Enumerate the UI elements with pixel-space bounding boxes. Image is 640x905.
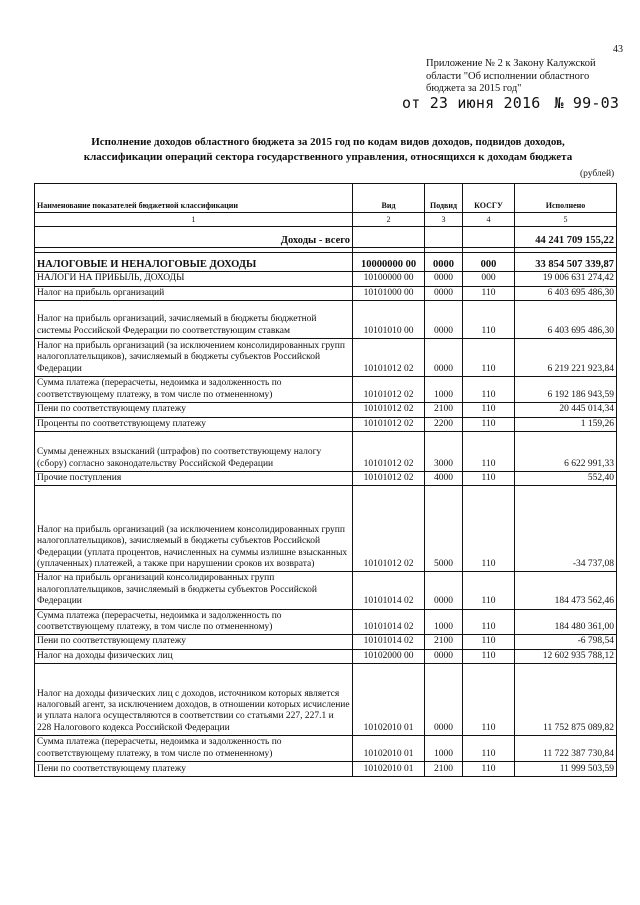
- table-row: [35, 762, 617, 777]
- col-number: 5: [515, 213, 617, 227]
- row-vid: 10100000 00: [353, 272, 425, 286]
- col-header-podvid: Подвид: [425, 184, 463, 213]
- row-amount: 6 403 695 486,30: [515, 301, 617, 339]
- row-amount: 6 192 186 943,59: [515, 377, 617, 403]
- row-amount: 11 752 875 089,82: [515, 664, 617, 736]
- row-kosgu: 110: [463, 286, 515, 300]
- law-stamp: [402, 94, 619, 112]
- total-amount: 44 241 709 155,22: [515, 227, 617, 248]
- row-name: Налог на прибыль организаций консолидированных групп налогоплательщиков, зачисляемый в бюджеты субъектов Российской Федерации: [35, 572, 353, 609]
- row-vid: 10102010 01: [353, 762, 425, 777]
- table-row: [35, 736, 617, 762]
- row-name: НАЛОГОВЫЕ И НЕНАЛОГОВЫЕ ДОХОДЫ: [35, 253, 353, 272]
- row-podvid: 0000: [425, 253, 463, 272]
- row-kosgu: 110: [463, 609, 515, 635]
- col-number: 4: [463, 213, 515, 227]
- annex-line: бюджета за 2015 год": [426, 83, 522, 94]
- annex-line: области "Об исполнении областного: [426, 70, 590, 82]
- row-kosgu: 110: [463, 635, 515, 649]
- row-vid: 10101012 02: [353, 486, 425, 572]
- row-name: Налог на прибыль организаций (за исключением консолидированных групп налогоплательщиков), зачисляемый в бюджеты субъектов Российской Федерации (уплата процентов, начисленных на суммы излишне взысканных (уплаченных) платежей, а также при нарушении сроков их возврата): [35, 486, 353, 572]
- row-podvid: 0000: [425, 286, 463, 300]
- row-vid: 10101000 00: [353, 286, 425, 300]
- row-podvid: 0000: [425, 301, 463, 339]
- row-amount: 1 159,26: [515, 417, 617, 431]
- row-kosgu: 110: [463, 339, 515, 377]
- row-podvid: 2100: [425, 635, 463, 649]
- row-vid: 10101012 02: [353, 432, 425, 472]
- row-kosgu: 110: [463, 762, 515, 777]
- row-amount: 6 622 991,33: [515, 432, 617, 472]
- row-amount: 11 999 503,59: [515, 762, 617, 777]
- row-name: Сумма платежа (перерасчеты, недоимка и задолженность по соответствующему платежу, в том числе по отмененному): [35, 736, 353, 762]
- row-podvid: 0000: [425, 572, 463, 609]
- row-vid: 10101014 02: [353, 572, 425, 609]
- annex-note: [426, 58, 626, 96]
- row-kosgu: 110: [463, 432, 515, 472]
- table-row: [35, 572, 617, 609]
- row-podvid: 2100: [425, 762, 463, 777]
- row-vid: 10101012 02: [353, 417, 425, 431]
- row-name: Прочие поступления: [35, 472, 353, 486]
- table-row: [35, 472, 617, 486]
- col-header-kosgu: КОСГУ: [463, 184, 515, 213]
- row-amount: 184 480 361,00: [515, 609, 617, 635]
- row-kosgu: 110: [463, 572, 515, 609]
- row-kosgu: 000: [463, 253, 515, 272]
- document-title: [28, 135, 628, 165]
- row-podvid: 3000: [425, 432, 463, 472]
- row-kosgu: 110: [463, 649, 515, 663]
- row-amount: -6 798,54: [515, 635, 617, 649]
- row-amount: 19 006 631 274,42: [515, 272, 617, 286]
- row-vid: 10101012 02: [353, 403, 425, 417]
- row-name: Пени по соответствующему платежу: [35, 635, 353, 649]
- row-vid: 10101010 00: [353, 301, 425, 339]
- row-podvid: 0000: [425, 339, 463, 377]
- table-row: [35, 486, 617, 572]
- revenue-table: [34, 183, 617, 777]
- row-name: Пени по соответствующему платежу: [35, 403, 353, 417]
- table-row: [35, 432, 617, 472]
- row-podvid: 1000: [425, 736, 463, 762]
- table-header-row: [35, 184, 617, 213]
- row-name: Налог на прибыль организаций (за исключением консолидированных групп налогоплательщиков), зачисляемый в бюджеты субъектов Российской Федерации: [35, 339, 353, 377]
- row-name: Налог на прибыль организаций: [35, 286, 353, 300]
- row-kosgu: 110: [463, 664, 515, 736]
- table-row: [35, 339, 617, 377]
- table-row: [35, 609, 617, 635]
- row-amount: 20 445 014,34: [515, 403, 617, 417]
- row-name: Пени по соответствующему платежу: [35, 762, 353, 777]
- table-row: [35, 301, 617, 339]
- row-kosgu: 110: [463, 472, 515, 486]
- title-line-2: классификации операций сектора государственного управления, относящихся к доходам бюджета: [83, 151, 573, 163]
- row-amount: 11 722 387 730,84: [515, 736, 617, 762]
- stamp-number: № 99-03: [554, 94, 620, 112]
- row-kosgu: 000: [463, 272, 515, 286]
- row-podvid: 2100: [425, 403, 463, 417]
- table-row: [35, 664, 617, 736]
- row-podvid: 1000: [425, 609, 463, 635]
- row-vid: 10000000 00: [353, 253, 425, 272]
- row-name: Сумма платежа (перерасчеты, недоимка и задолженность по соответствующему платежу, в том числе по отмененному): [35, 609, 353, 635]
- row-amount: 12 602 935 788,12: [515, 649, 617, 663]
- table-row: [35, 253, 617, 272]
- annex-line: Приложение № 2 к Закону Калужской: [426, 58, 596, 69]
- col-number: 3: [425, 213, 463, 227]
- row-name: Налог на доходы физических лиц с доходов, источником которых является налоговый агент, за исключением доходов, в отношении которых исчисление и уплата налога осуществляются в соответствии со статьями 227, 227.1 и 228 Налогового кодекса Российской Федерации: [35, 664, 353, 736]
- row-amount: 6 403 695 486,30: [515, 286, 617, 300]
- row-amount: 6 219 221 923,84: [515, 339, 617, 377]
- total-label: Доходы - всего: [35, 227, 353, 248]
- units-label: (рублей): [580, 169, 615, 179]
- table-row: [35, 649, 617, 663]
- table-row: [35, 635, 617, 649]
- table-row: [35, 417, 617, 431]
- row-name: Сумма платежа (перерасчеты, недоимка и задолженность по соответствующему платежу, в том числе по отмененному): [35, 377, 353, 403]
- row-podvid: 1000: [425, 377, 463, 403]
- title-line-1: Исполнение доходов областного бюджета за 2015 год по кодам видов доходов, подвидов доходов,: [91, 136, 565, 148]
- table-row: [35, 377, 617, 403]
- row-name: Проценты по соответствующему платежу: [35, 417, 353, 431]
- row-vid: 10102010 01: [353, 664, 425, 736]
- row-podvid: 5000: [425, 486, 463, 572]
- col-header-vid: Вид: [353, 184, 425, 213]
- row-kosgu: 110: [463, 301, 515, 339]
- row-name: Налог на прибыль организаций, зачисляемый в бюджеты бюджетной системы Российской Федерации по соответствующим ставкам: [35, 301, 353, 339]
- row-amount: 184 473 562,46: [515, 572, 617, 609]
- row-podvid: 0000: [425, 272, 463, 286]
- row-vid: 10101012 02: [353, 339, 425, 377]
- col-header-executed: Исполнено: [515, 184, 617, 213]
- row-name: Суммы денежных взысканий (штрафов) по соответствующему налогу (сбору) согласно законодательству Российской Федерации: [35, 432, 353, 472]
- row-podvid: 0000: [425, 649, 463, 663]
- table-row: [35, 403, 617, 417]
- column-number-row: [35, 213, 617, 227]
- row-vid: 10101014 02: [353, 609, 425, 635]
- row-vid: 10101012 02: [353, 377, 425, 403]
- page-number: 43: [613, 44, 623, 55]
- total-row: [35, 227, 617, 248]
- row-name: Налог на доходы физических лиц: [35, 649, 353, 663]
- col-number: 1: [35, 213, 353, 227]
- row-kosgu: 110: [463, 403, 515, 417]
- row-kosgu: 110: [463, 417, 515, 431]
- row-vid: 10101012 02: [353, 472, 425, 486]
- row-amount: -34 737,08: [515, 486, 617, 572]
- row-vid: 10102000 00: [353, 649, 425, 663]
- stamp-date: от 23 июня 2016: [402, 94, 541, 112]
- col-header-name: Наименование показателей бюджетной классификации: [35, 184, 353, 213]
- row-podvid: 2200: [425, 417, 463, 431]
- row-podvid: 4000: [425, 472, 463, 486]
- col-number: 2: [353, 213, 425, 227]
- row-kosgu: 110: [463, 736, 515, 762]
- row-amount: 552,40: [515, 472, 617, 486]
- row-podvid: 0000: [425, 664, 463, 736]
- row-kosgu: 110: [463, 377, 515, 403]
- row-vid: 10101014 02: [353, 635, 425, 649]
- row-vid: 10102010 01: [353, 736, 425, 762]
- table-row: [35, 286, 617, 300]
- row-amount: 33 854 507 339,87: [515, 253, 617, 272]
- row-name: НАЛОГИ НА ПРИБЫЛЬ, ДОХОДЫ: [35, 272, 353, 286]
- table-row: [35, 272, 617, 286]
- row-kosgu: 110: [463, 486, 515, 572]
